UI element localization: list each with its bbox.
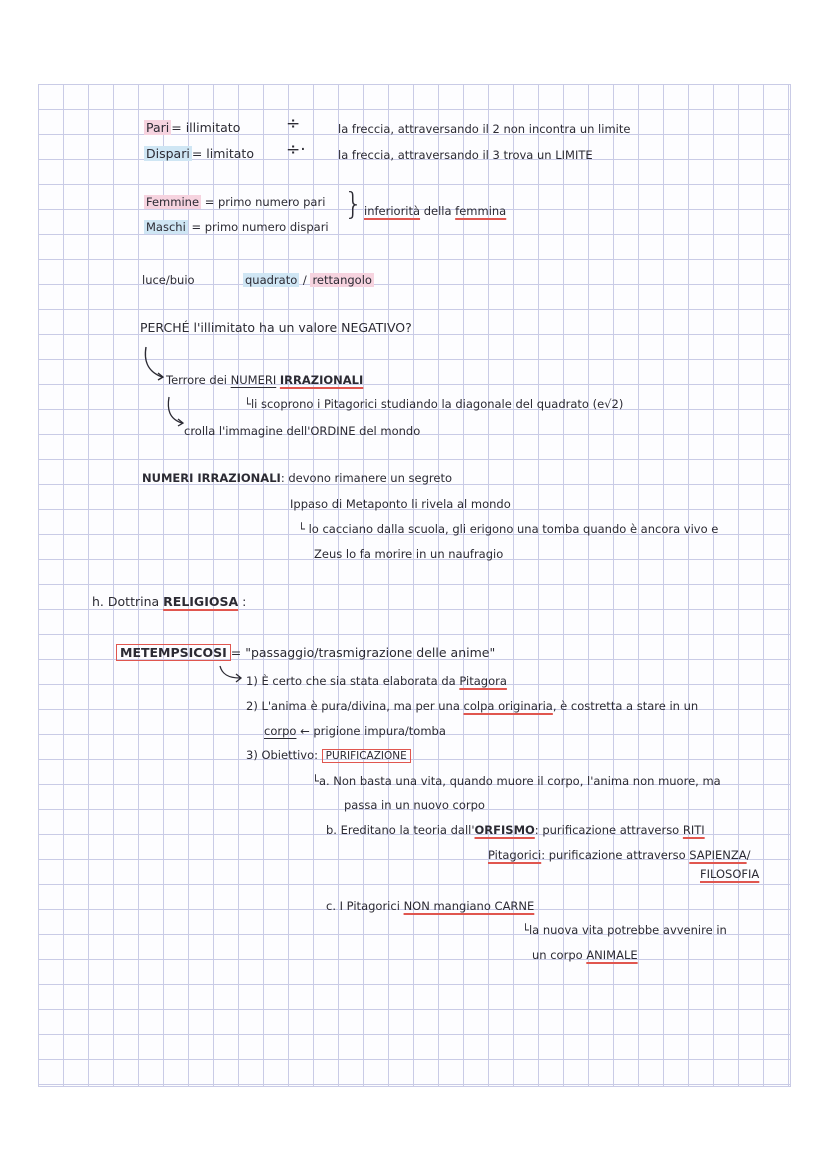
terror-prefix: Terrore dei — [166, 373, 227, 387]
inferiority-note — [364, 203, 506, 219]
irr-line3 — [298, 521, 718, 537]
metem-line — [116, 645, 495, 661]
sub-c — [326, 898, 534, 914]
della-word: della — [423, 204, 452, 218]
point-3-purificazione: PURIFICAZIONE — [322, 749, 411, 763]
maschi-term: Maschi — [146, 220, 186, 234]
quadrato-term: quadrato — [245, 273, 298, 287]
point-2-a: 2) L'anima è pura/divina, ma per una — [246, 699, 460, 713]
dispari-term: Dispari — [146, 146, 190, 161]
sub-b-riti: RITI — [682, 823, 705, 837]
pair-slash: / — [299, 273, 311, 287]
section-h-colon: : — [242, 594, 247, 609]
sub-b-line2 — [488, 847, 751, 863]
dispari-line — [144, 146, 254, 162]
sub-c-line3 — [532, 947, 638, 963]
point-1 — [246, 673, 507, 689]
sub-c-line2-text: la nuova vita potrebbe avvenire in — [528, 923, 727, 937]
femmine-term: Femmine — [146, 195, 200, 209]
pari-desc: la freccia, attraversando il 2 non incontra un limite — [338, 122, 631, 136]
point-2-colpa: colpa originaria — [463, 699, 553, 713]
point-2-prigione: ← prigione impura/tomba — [300, 724, 446, 738]
inferiority-word: inferiorità — [364, 204, 421, 218]
hook-arrow-icon-2 — [164, 395, 186, 431]
rettangolo-term: rettangolo — [312, 273, 372, 287]
sub-b-filosofia: FILOSOFIA — [700, 867, 760, 881]
metem-term: METEMPSICOSI — [116, 644, 231, 661]
point-2 — [246, 698, 698, 714]
section-h-heading — [92, 594, 246, 610]
point-3-a: 3) Obiettivo: — [246, 748, 319, 762]
corner-mark: └ — [244, 397, 251, 411]
point-2-corpo: corpo — [264, 724, 297, 738]
pari-line — [144, 120, 240, 136]
sub-c-a: c. I Pitagorici — [326, 899, 400, 913]
sub-b-filosofia-line — [700, 866, 759, 882]
sub-b-slash: / — [746, 848, 751, 862]
sub-c-animale: ANIMALE — [586, 948, 638, 962]
irr-line — [142, 470, 452, 486]
sub-b-a: b. Ereditano la teoria dall' — [326, 823, 475, 837]
point-1-text: 1) È certo che sia stata elaborata da — [246, 674, 456, 688]
point-2-line2 — [264, 723, 446, 739]
sub-b-c: : purificazione attraverso — [534, 823, 680, 837]
luce-buio: luce/buio — [142, 273, 195, 287]
quadrato-rettangolo — [243, 272, 374, 288]
point-3 — [246, 747, 411, 764]
terror-line — [166, 372, 363, 388]
corner-mark: └ — [312, 774, 319, 788]
sub-b-line2-text: : purificazione attraverso — [541, 848, 686, 862]
discover-text: li scoprono i Pitagorici studiando la diagonale del quadrato (e√2) — [250, 397, 624, 411]
sub-a-text: a. Non basta una vita, quando muore il corpo, l'anima non muore, ma — [318, 774, 721, 788]
terror-irrazionali: IRRAZIONALI — [279, 373, 364, 387]
corner-mark: └ — [298, 522, 309, 536]
pari-term: Pari — [146, 120, 170, 135]
point-2-c: , è costretta a stare in un — [552, 699, 699, 713]
pari-symbol: ÷ — [286, 114, 301, 134]
collapse-line: crolla l'immagine dell'ORDINE del mondo — [184, 424, 421, 438]
sub-a — [312, 773, 721, 789]
point-1-pitagora: Pitagora — [459, 674, 507, 688]
femmine-def: = primo numero pari — [204, 195, 326, 209]
maschi-line — [144, 219, 329, 235]
dispari-def: = limitato — [191, 146, 254, 161]
femmine-line — [144, 194, 325, 210]
sub-b-orfismo: ORFISMO — [474, 823, 535, 837]
sub-b-pitagorici: Pitagorici — [488, 848, 542, 862]
terror-numeri: NUMERI — [230, 373, 277, 387]
question: PERCHÉ l'illimitato ha un valore NEGATIVO? — [140, 320, 412, 335]
hook-arrow-icon — [140, 345, 168, 383]
curly-brace: } — [344, 187, 364, 222]
corner-mark: └ — [522, 923, 529, 937]
femmina-word: femmina — [455, 204, 507, 218]
maschi-def: = primo numero dispari — [191, 220, 329, 234]
irr-line3-text: lo cacciano dalla scuola, gli erigono una tomba quando è ancora vivo e — [308, 522, 719, 536]
section-h-title-bold: RELIGIOSA — [163, 594, 239, 609]
dispari-symbol: ÷· — [286, 140, 306, 160]
irr-label: NUMERI IRRAZIONALI — [142, 471, 281, 485]
discover-line — [244, 396, 623, 412]
irr-text: : devono rimanere un segreto — [280, 471, 452, 485]
dispari-desc: la freccia, attraversando il 3 trova un LIMITE — [338, 148, 593, 162]
section-h-title: Dottrina — [107, 594, 160, 609]
metem-def: = "passaggio/trasmigrazione delle anime" — [230, 645, 496, 660]
pari-def: = illimitato — [171, 120, 241, 135]
sub-b-sapienza: SAPIENZA — [689, 848, 747, 862]
irr-line4: Zeus lo fa morire in un naufragio — [314, 547, 504, 561]
section-h-num: h. — [92, 594, 104, 609]
sub-c-line2 — [522, 922, 727, 938]
sub-c-carne: NON mangiano CARNE — [403, 899, 535, 913]
curved-arrow-icon — [218, 664, 244, 684]
sub-c-line3-a: un corpo — [532, 948, 583, 962]
irr-line2: Ippaso di Metaponto li rivela al mondo — [290, 497, 511, 511]
sub-a-line2: passa in un nuovo corpo — [344, 798, 485, 812]
sub-b — [326, 822, 705, 838]
